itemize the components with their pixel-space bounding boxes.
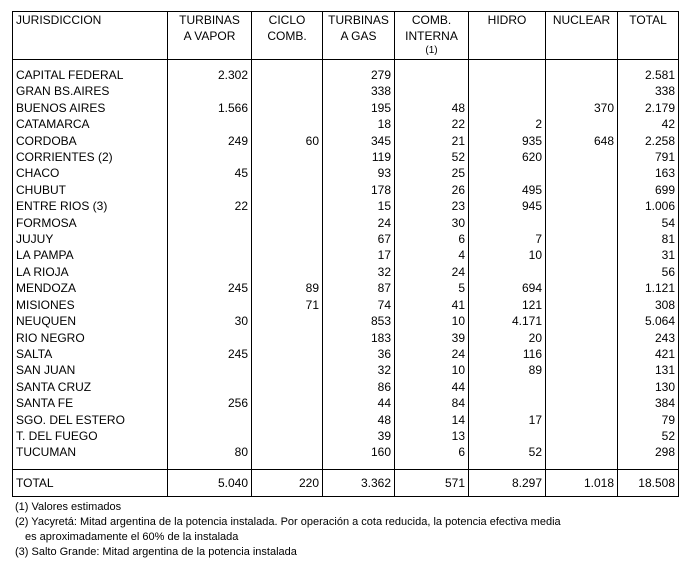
table-row xyxy=(13,198,679,214)
table-row xyxy=(13,412,679,428)
value-cell-nuclear xyxy=(546,313,618,329)
totals-label: TOTAL xyxy=(13,469,168,496)
jurisdiction-cell: NEUQUEN xyxy=(13,313,168,329)
value-cell-nuclear xyxy=(546,116,618,132)
value-cell-interna: 21 xyxy=(395,133,469,149)
value-cell-nuclear xyxy=(546,346,618,362)
value-cell-total: 791 xyxy=(618,149,679,165)
value-cell-interna xyxy=(395,67,469,83)
value-cell-vapor: 22 xyxy=(168,198,252,214)
value-cell-gas: 39 xyxy=(323,428,395,444)
value-cell-nuclear xyxy=(546,395,618,411)
value-cell-ciclo xyxy=(252,182,323,198)
value-cell-total: 5.064 xyxy=(618,313,679,329)
spacer-cell xyxy=(168,461,252,470)
value-cell-gas: 32 xyxy=(323,264,395,280)
value-cell-nuclear xyxy=(546,412,618,428)
footnote-3: (3) Salto Grande: Mitad argentina de la potencia instalada xyxy=(15,546,297,558)
footnote-2-continued: es aproximadamente el 60% de la instalada xyxy=(25,531,239,543)
value-cell-hidro xyxy=(469,379,546,395)
value-cell-interna: 13 xyxy=(395,428,469,444)
table-row xyxy=(13,346,679,362)
value-cell-total: 56 xyxy=(618,264,679,280)
spacer-cell xyxy=(469,60,546,68)
value-cell-interna: 39 xyxy=(395,330,469,346)
value-cell-interna xyxy=(395,83,469,99)
header-comb-interna: COMB. INTERNA (1) xyxy=(395,12,469,60)
value-cell-ciclo xyxy=(252,149,323,165)
jurisdiction-cell: SALTA xyxy=(13,346,168,362)
value-cell-hidro: 4.171 xyxy=(469,313,546,329)
value-cell-vapor: 1.566 xyxy=(168,100,252,116)
table-row xyxy=(13,231,679,247)
spacer-cell xyxy=(395,461,469,470)
value-cell-gas: 93 xyxy=(323,165,395,181)
value-cell-gas: 183 xyxy=(323,330,395,346)
value-cell-gas: 44 xyxy=(323,395,395,411)
value-cell-ciclo: 71 xyxy=(252,297,323,313)
value-cell-ciclo: 60 xyxy=(252,133,323,149)
value-cell-hidro: 945 xyxy=(469,198,546,214)
value-cell-ciclo xyxy=(252,379,323,395)
value-cell-nuclear xyxy=(546,231,618,247)
value-cell-hidro: 620 xyxy=(469,149,546,165)
value-cell-ciclo xyxy=(252,330,323,346)
value-cell-gas: 853 xyxy=(323,313,395,329)
table-row xyxy=(13,116,679,132)
table-row xyxy=(13,395,679,411)
value-cell-hidro xyxy=(469,215,546,231)
totals-nuclear: 1.018 xyxy=(546,469,618,496)
table-row xyxy=(13,182,679,198)
value-cell-gas: 86 xyxy=(323,379,395,395)
value-cell-vapor xyxy=(168,149,252,165)
value-cell-ciclo xyxy=(252,231,323,247)
totals-total: 18.508 xyxy=(618,469,679,496)
value-cell-gas: 67 xyxy=(323,231,395,247)
jurisdiction-cell: ENTRE RIOS (3) xyxy=(13,198,168,214)
value-cell-ciclo xyxy=(252,67,323,83)
table-header xyxy=(13,12,679,60)
value-cell-hidro: 116 xyxy=(469,346,546,362)
value-cell-interna: 52 xyxy=(395,149,469,165)
table-row xyxy=(13,428,679,444)
value-cell-gas: 338 xyxy=(323,83,395,99)
value-cell-interna: 22 xyxy=(395,116,469,132)
spacer-cell xyxy=(168,60,252,68)
table-footer xyxy=(13,469,679,496)
value-cell-hidro: 7 xyxy=(469,231,546,247)
spacer-cell xyxy=(618,461,679,470)
value-cell-interna: 6 xyxy=(395,444,469,460)
value-cell-vapor xyxy=(168,330,252,346)
jurisdiction-cell: BUENOS AIRES xyxy=(13,100,168,116)
value-cell-interna: 23 xyxy=(395,198,469,214)
jurisdiction-cell: CORRIENTES (2) xyxy=(13,149,168,165)
jurisdiction-cell: SANTA FE xyxy=(13,395,168,411)
value-cell-interna: 24 xyxy=(395,346,469,362)
header-turbinas-vapor: TURBINAS A VAPOR xyxy=(168,12,252,60)
value-cell-total: 298 xyxy=(618,444,679,460)
footnotes xyxy=(15,500,675,560)
value-cell-interna: 25 xyxy=(395,165,469,181)
value-cell-nuclear xyxy=(546,330,618,346)
jurisdiction-cell: JUJUY xyxy=(13,231,168,247)
value-cell-gas: 119 xyxy=(323,149,395,165)
value-cell-vapor xyxy=(168,215,252,231)
value-cell-nuclear xyxy=(546,379,618,395)
value-cell-nuclear: 370 xyxy=(546,100,618,116)
table-row xyxy=(13,362,679,378)
spacer-cell xyxy=(546,461,618,470)
value-cell-total: 384 xyxy=(618,395,679,411)
value-cell-interna: 10 xyxy=(395,313,469,329)
totals-ciclo: 220 xyxy=(252,469,323,496)
table-row xyxy=(13,133,679,149)
value-cell-ciclo xyxy=(252,116,323,132)
value-cell-gas: 17 xyxy=(323,247,395,263)
value-cell-gas: 87 xyxy=(323,280,395,296)
value-cell-ciclo xyxy=(252,313,323,329)
value-cell-vapor xyxy=(168,247,252,263)
value-cell-interna: 26 xyxy=(395,182,469,198)
value-cell-gas: 48 xyxy=(323,412,395,428)
value-cell-ciclo xyxy=(252,428,323,444)
value-cell-vapor xyxy=(168,428,252,444)
value-cell-ciclo xyxy=(252,198,323,214)
value-cell-nuclear xyxy=(546,83,618,99)
table-row xyxy=(13,297,679,313)
value-cell-gas: 24 xyxy=(323,215,395,231)
table-row xyxy=(13,444,679,460)
value-cell-nuclear xyxy=(546,182,618,198)
value-cell-hidro: 694 xyxy=(469,280,546,296)
value-cell-ciclo: 89 xyxy=(252,280,323,296)
value-cell-vapor: 2.302 xyxy=(168,67,252,83)
spacer-cell xyxy=(13,461,168,470)
value-cell-hidro: 20 xyxy=(469,330,546,346)
table-row xyxy=(13,215,679,231)
value-cell-ciclo xyxy=(252,346,323,362)
value-cell-vapor: 30 xyxy=(168,313,252,329)
jurisdiction-cell: CORDOBA xyxy=(13,133,168,149)
value-cell-vapor: 80 xyxy=(168,444,252,460)
value-cell-total: 2.258 xyxy=(618,133,679,149)
spacer-cell xyxy=(323,60,395,68)
value-cell-interna: 44 xyxy=(395,379,469,395)
jurisdiction-cell: SAN JUAN xyxy=(13,362,168,378)
value-cell-hidro xyxy=(469,165,546,181)
value-cell-ciclo xyxy=(252,215,323,231)
header-total: TOTAL xyxy=(618,12,679,60)
value-cell-total: 31 xyxy=(618,247,679,263)
value-cell-hidro xyxy=(469,395,546,411)
value-cell-hidro: 89 xyxy=(469,362,546,378)
spacer-cell xyxy=(252,461,323,470)
value-cell-hidro: 935 xyxy=(469,133,546,149)
value-cell-gas: 36 xyxy=(323,346,395,362)
value-cell-gas: 18 xyxy=(323,116,395,132)
value-cell-hidro: 495 xyxy=(469,182,546,198)
value-cell-hidro: 121 xyxy=(469,297,546,313)
value-cell-interna: 24 xyxy=(395,264,469,280)
value-cell-ciclo xyxy=(252,264,323,280)
jurisdiction-cell: SANTA CRUZ xyxy=(13,379,168,395)
value-cell-gas: 15 xyxy=(323,198,395,214)
value-cell-ciclo xyxy=(252,362,323,378)
value-cell-hidro: 52 xyxy=(469,444,546,460)
value-cell-nuclear xyxy=(546,165,618,181)
jurisdiction-cell: MISIONES xyxy=(13,297,168,313)
totals-hidro: 8.297 xyxy=(469,469,546,496)
value-cell-vapor xyxy=(168,182,252,198)
value-cell-vapor xyxy=(168,264,252,280)
value-cell-interna: 84 xyxy=(395,395,469,411)
value-cell-vapor xyxy=(168,297,252,313)
value-cell-interna: 10 xyxy=(395,362,469,378)
value-cell-total: 1.121 xyxy=(618,280,679,296)
jurisdiction-cell: CHUBUT xyxy=(13,182,168,198)
value-cell-gas: 32 xyxy=(323,362,395,378)
value-cell-total: 421 xyxy=(618,346,679,362)
value-cell-total: 699 xyxy=(618,182,679,198)
value-cell-total: 52 xyxy=(618,428,679,444)
value-cell-hidro xyxy=(469,100,546,116)
totals-gas: 3.362 xyxy=(323,469,395,496)
footnote-2: (2) Yacyretá: Mitad argentina de la potencia instalada. Por operación a cota reducida, la potencia efectiva media xyxy=(15,516,561,528)
totals-interna: 571 xyxy=(395,469,469,496)
spacer-cell xyxy=(395,60,469,68)
value-cell-interna: 5 xyxy=(395,280,469,296)
totals-vapor: 5.040 xyxy=(168,469,252,496)
value-cell-vapor: 249 xyxy=(168,133,252,149)
value-cell-nuclear xyxy=(546,362,618,378)
header-ciclo-comb: CICLO COMB. xyxy=(252,12,323,60)
value-cell-total: 131 xyxy=(618,362,679,378)
value-cell-nuclear xyxy=(546,444,618,460)
table-row xyxy=(13,149,679,165)
value-cell-nuclear xyxy=(546,264,618,280)
jurisdiction-cell: CHACO xyxy=(13,165,168,181)
value-cell-hidro: 10 xyxy=(469,247,546,263)
value-cell-gas: 345 xyxy=(323,133,395,149)
value-cell-hidro: 17 xyxy=(469,412,546,428)
jurisdiction-cell: LA PAMPA xyxy=(13,247,168,263)
table-row xyxy=(13,264,679,280)
value-cell-vapor xyxy=(168,412,252,428)
value-cell-vapor xyxy=(168,231,252,247)
table-row xyxy=(13,379,679,395)
table-row xyxy=(13,100,679,116)
value-cell-nuclear xyxy=(546,247,618,263)
value-cell-nuclear xyxy=(546,67,618,83)
jurisdiction-cell: TUCUMAN xyxy=(13,444,168,460)
jurisdiction-cell: FORMOSA xyxy=(13,215,168,231)
jurisdiction-cell: CATAMARCA xyxy=(13,116,168,132)
value-cell-total: 308 xyxy=(618,297,679,313)
value-cell-total: 42 xyxy=(618,116,679,132)
value-cell-total: 338 xyxy=(618,83,679,99)
value-cell-ciclo xyxy=(252,247,323,263)
spacer-cell xyxy=(252,60,323,68)
footnote-1: (1) Valores estimados xyxy=(15,501,122,513)
value-cell-vapor xyxy=(168,83,252,99)
value-cell-gas: 74 xyxy=(323,297,395,313)
jurisdiction-cell: MENDOZA xyxy=(13,280,168,296)
value-cell-nuclear xyxy=(546,297,618,313)
value-cell-gas: 160 xyxy=(323,444,395,460)
table-row xyxy=(13,313,679,329)
value-cell-total: 130 xyxy=(618,379,679,395)
value-cell-total: 2.581 xyxy=(618,67,679,83)
value-cell-nuclear: 648 xyxy=(546,133,618,149)
capacity-table xyxy=(12,11,679,497)
value-cell-vapor xyxy=(168,116,252,132)
value-cell-nuclear xyxy=(546,428,618,444)
table-body xyxy=(13,60,679,470)
header-nuclear: NUCLEAR xyxy=(546,12,618,60)
value-cell-ciclo xyxy=(252,83,323,99)
value-cell-nuclear xyxy=(546,280,618,296)
value-cell-hidro xyxy=(469,67,546,83)
value-cell-interna: 48 xyxy=(395,100,469,116)
spacer-row xyxy=(13,461,679,470)
value-cell-ciclo xyxy=(252,395,323,411)
value-cell-vapor xyxy=(168,362,252,378)
value-cell-total: 243 xyxy=(618,330,679,346)
jurisdiction-cell: LA RIOJA xyxy=(13,264,168,280)
value-cell-hidro xyxy=(469,83,546,99)
table-row xyxy=(13,67,679,83)
value-cell-ciclo xyxy=(252,444,323,460)
value-cell-total: 1.006 xyxy=(618,198,679,214)
value-cell-vapor xyxy=(168,379,252,395)
spacer-row xyxy=(13,60,679,68)
jurisdiction-cell: RIO NEGRO xyxy=(13,330,168,346)
value-cell-nuclear xyxy=(546,198,618,214)
table-row xyxy=(13,280,679,296)
totals-row xyxy=(13,469,679,496)
table-row xyxy=(13,83,679,99)
header-hidro: HIDRO xyxy=(469,12,546,60)
header-turbinas-gas: TURBINAS A GAS xyxy=(323,12,395,60)
value-cell-interna: 6 xyxy=(395,231,469,247)
value-cell-interna: 30 xyxy=(395,215,469,231)
jurisdiction-cell: GRAN BS.AIRES xyxy=(13,83,168,99)
value-cell-ciclo xyxy=(252,165,323,181)
value-cell-interna: 14 xyxy=(395,412,469,428)
value-cell-total: 163 xyxy=(618,165,679,181)
value-cell-nuclear xyxy=(546,149,618,165)
value-cell-vapor: 45 xyxy=(168,165,252,181)
spacer-cell xyxy=(546,60,618,68)
value-cell-total: 54 xyxy=(618,215,679,231)
jurisdiction-cell: CAPITAL FEDERAL xyxy=(13,67,168,83)
jurisdiction-cell: T. DEL FUEGO xyxy=(13,428,168,444)
value-cell-gas: 178 xyxy=(323,182,395,198)
value-cell-ciclo xyxy=(252,412,323,428)
value-cell-gas: 279 xyxy=(323,67,395,83)
value-cell-vapor: 245 xyxy=(168,346,252,362)
spacer-cell xyxy=(323,461,395,470)
value-cell-gas: 195 xyxy=(323,100,395,116)
table-row xyxy=(13,330,679,346)
value-cell-nuclear xyxy=(546,215,618,231)
value-cell-vapor: 245 xyxy=(168,280,252,296)
jurisdiction-cell: SGO. DEL ESTERO xyxy=(13,412,168,428)
spacer-cell xyxy=(469,461,546,470)
value-cell-total: 81 xyxy=(618,231,679,247)
spacer-cell xyxy=(618,60,679,68)
value-cell-hidro xyxy=(469,264,546,280)
spacer-cell xyxy=(13,60,168,68)
value-cell-interna: 41 xyxy=(395,297,469,313)
value-cell-vapor: 256 xyxy=(168,395,252,411)
table-row xyxy=(13,165,679,181)
value-cell-ciclo xyxy=(252,100,323,116)
value-cell-hidro: 2 xyxy=(469,116,546,132)
value-cell-interna: 4 xyxy=(395,247,469,263)
table-row xyxy=(13,247,679,263)
value-cell-total: 79 xyxy=(618,412,679,428)
header-jurisdiccion: JURISDICCION xyxy=(13,12,168,60)
value-cell-total: 2.179 xyxy=(618,100,679,116)
value-cell-hidro xyxy=(469,428,546,444)
